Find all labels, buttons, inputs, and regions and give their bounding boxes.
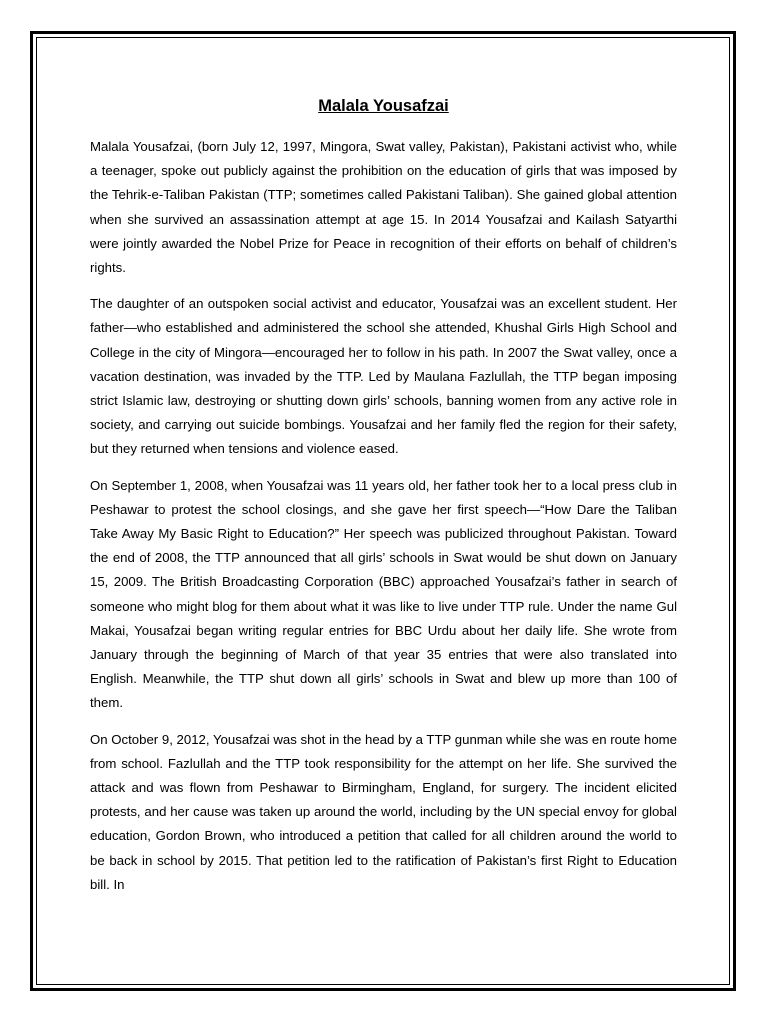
document-body (90, 94, 677, 909)
paragraph-early-life: The daughter of an outspoken social activist and educator, Yousafzai was an excellent student. Her father—who established and administered the school she attended, Khushal Girls High School and College in the city of Mingora—encouraged her to follow in his path. In 2007 the Swat valley, once a vacation destination, was invaded by the TTP. Led by Maulana Fazlullah, the TTP began imposing strict Islamic law, destroying or shutting down girls’ schools, banning women from any active role in society, and carrying out suicide bombings. Yousafzai and her family fled the region for their safety, but they returned when tensions and violence eased. (90, 296, 677, 457)
paragraph-attack: On October 9, 2012, Yousafzai was shot in the head by a TTP gunman while she was en route home from school. Fazlullah and the TTP took responsibility for the attempt on her life. She survived the attack and was flown from Peshawar to Birmingham, England, for surgery. The incident elicited protests, and her cause was taken up around the world, including by the UN special envoy for global education, Gordon Brown, who introduced a petition that called for all children around the world to be back in school by 2015. That petition led to the ratification of Pakistan’s first Right to Education bill. In (90, 731, 677, 892)
paragraph-intro: Malala Yousafzai, (born July 12, 1997, Mingora, Swat valley, Pakistan), Pakistani activist who, while a teenager, spoke out publicly against the prohibition on the education of girls that was imposed by the Tehrik-e-Taliban Pakistan (TTP; sometimes called Pakistani Taliban). She gained global attention when she survived an assassination attempt at age 15. In 2014 Yousafzai and Kailash Satyarthi were jointly awarded the Nobel Prize for Peace in recognition of their efforts on behalf of children’s rights. (90, 139, 677, 276)
page-title: Malala Yousafzai (318, 97, 449, 115)
paragraph-activism: On September 1, 2008, when Yousafzai was 11 years old, her father took her to a local press club in Peshawar to protest the school closings, and she gave her first speech—“How Dare the Taliban Take Away My Basic Right to Education?” Her speech was publicized throughout Pakistan. Toward the end of 2008, the TTP announced that all girls’ schools in Swat would be shut down on January 15, 2009. The British Broadcasting Corporation (BBC) approached Yousafzai’s father in search of someone who might blog for them about what it was like to live under TTP rule. Under the name Gul Makai, Yousafzai began writing regular entries for BBC Urdu about her daily life. She wrote from January through the beginning of March of that year 35 entries that were also translated into English. Meanwhile, the TTP shut down all girls’ schools in Swat and blew up more than 100 of them. (90, 477, 677, 711)
